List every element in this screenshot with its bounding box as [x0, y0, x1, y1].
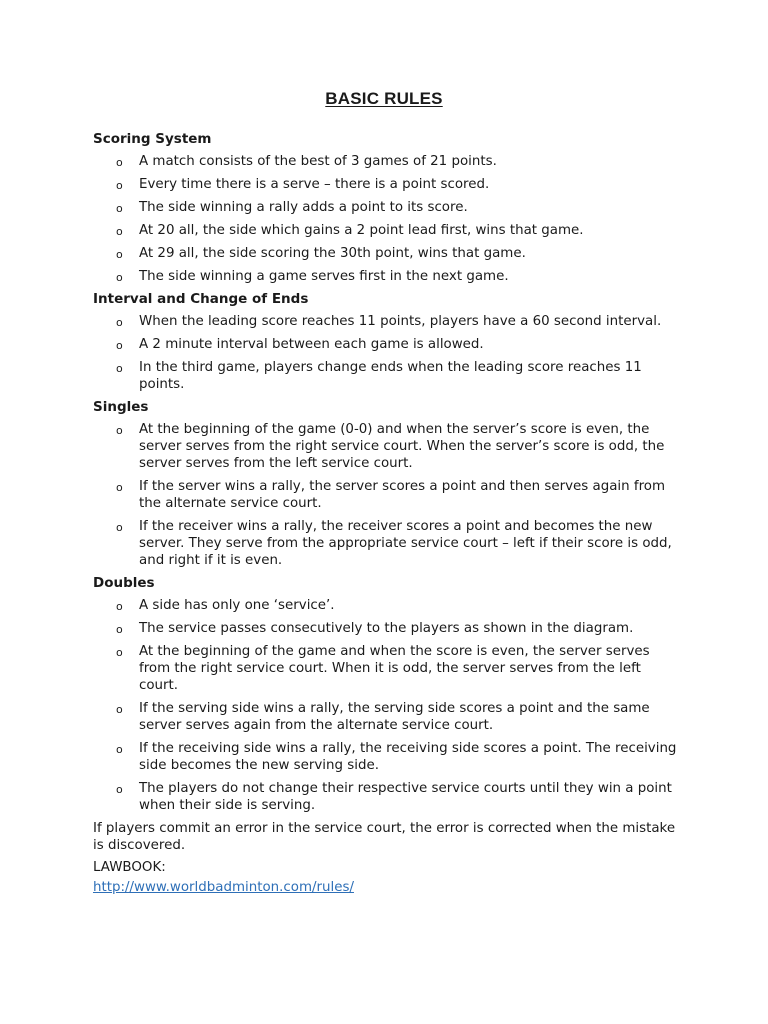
list-item-text: Every time there is a serve – there is a point scored. — [139, 177, 490, 192]
bullet-icon: o — [116, 481, 123, 494]
list-item — [93, 176, 683, 193]
bullet-icon: o — [116, 339, 123, 352]
section-heading-doubles: Doubles — [93, 575, 155, 591]
list-item — [93, 421, 683, 472]
list-item — [93, 199, 683, 216]
page-title: BASIC RULES — [325, 89, 443, 108]
list-item-text: A side has only one ‘service’. — [139, 598, 335, 613]
list-item — [93, 780, 683, 814]
list-item-text: When the leading score reaches 11 points, players have a 60 second interval. — [139, 314, 662, 329]
list-item-text: The side winning a game serves first in the next game. — [139, 269, 509, 284]
bullet-icon: o — [116, 600, 123, 613]
list-item-text: At the beginning of the game (0-0) and when the server’s score is even, the server serves from the right service court. When the server’s score is odd, the server serves from the left service court. — [139, 422, 665, 471]
section-heading-interval: Interval and Change of Ends — [93, 291, 309, 307]
list-item — [93, 222, 683, 239]
bullet-icon: o — [116, 743, 123, 756]
list-item — [93, 620, 683, 637]
doubles-list — [93, 597, 683, 814]
bullet-icon: o — [116, 623, 123, 636]
lawbook-label: LAWBOOK: — [93, 860, 166, 875]
singles-list — [93, 421, 683, 569]
closing-paragraph: If players commit an error in the service court, the error is corrected when the mistake is discovered. — [93, 821, 676, 853]
lawbook-link[interactable]: http://www.worldbadminton.com/rules/ — [93, 880, 354, 895]
list-item-text: If the serving side wins a rally, the serving side scores a point and the same server serves again from the alternate service court. — [139, 701, 650, 733]
list-item — [93, 518, 683, 569]
list-item — [93, 597, 683, 614]
bullet-icon: o — [116, 316, 123, 329]
list-item-text: At the beginning of the game and when the score is even, the server serves from the right service court. When it is odd, the server serves from the left court. — [139, 644, 650, 693]
bullet-icon: o — [116, 248, 123, 261]
list-item — [93, 740, 683, 774]
scoring-system-list — [93, 153, 683, 285]
list-item — [93, 700, 683, 734]
list-item — [93, 268, 683, 285]
list-item — [93, 478, 683, 512]
bullet-icon: o — [116, 271, 123, 284]
section-heading-scoring-system: Scoring System — [93, 131, 212, 147]
list-item — [93, 153, 683, 170]
list-item-text: A 2 minute interval between each game is allowed. — [139, 337, 484, 352]
list-item-text: The side winning a rally adds a point to its score. — [139, 200, 468, 215]
list-item — [93, 643, 683, 694]
list-item-text: If the server wins a rally, the server scores a point and then serves again from the alternate service court. — [139, 479, 666, 511]
bullet-icon: o — [116, 424, 123, 437]
bullet-icon: o — [116, 783, 123, 796]
list-item-text: The players do not change their respective service courts until they win a point when their side is serving. — [139, 781, 672, 813]
list-item-text: The service passes consecutively to the players as shown in the diagram. — [139, 621, 634, 636]
list-item — [93, 359, 683, 393]
list-item-text: A match consists of the best of 3 games of 21 points. — [139, 154, 497, 169]
document-body — [93, 131, 683, 896]
bullet-icon: o — [116, 156, 123, 169]
bullet-icon: o — [116, 646, 123, 659]
list-item — [93, 245, 683, 262]
bullet-icon: o — [116, 362, 123, 375]
list-item — [93, 336, 683, 353]
bullet-icon: o — [116, 202, 123, 215]
section-heading-singles: Singles — [93, 399, 149, 415]
list-item-text: If the receiving side wins a rally, the receiving side scores a point. The receiving side becomes the new serving side. — [139, 741, 677, 773]
bullet-icon: o — [116, 179, 123, 192]
list-item — [93, 313, 683, 330]
list-item-text: At 29 all, the side scoring the 30th point, wins that game. — [139, 246, 526, 261]
list-item-text: If the receiver wins a rally, the receiver scores a point and becomes the new server. They serve from the appropriate service court – left if their score is odd, and right if it is even. — [139, 519, 672, 568]
bullet-icon: o — [116, 703, 123, 716]
bullet-icon: o — [116, 521, 123, 534]
list-item-text: At 20 all, the side which gains a 2 point lead first, wins that game. — [139, 223, 584, 238]
bullet-icon: o — [116, 225, 123, 238]
list-item-text: In the third game, players change ends when the leading score reaches 11 points. — [139, 360, 642, 392]
interval-list — [93, 313, 683, 393]
